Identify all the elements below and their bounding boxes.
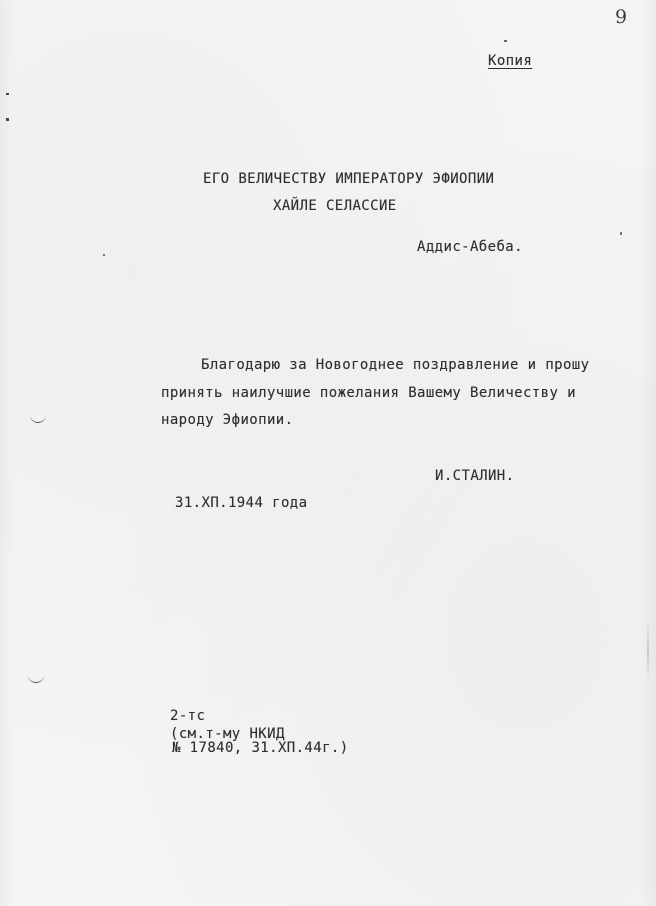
speck-mark (620, 232, 622, 235)
reference-line: 2-тс (170, 708, 206, 724)
copy-label: Копия (488, 53, 533, 69)
body-line: народу Эфиопии. (161, 412, 294, 428)
addressee-title: ЕГО ВЕЛИЧЕСТВУ ИМПЕРАТОРУ ЭФИОПИИ (203, 171, 495, 187)
body-line: Благодарю за Новогоднее поздравление и прошу (201, 357, 590, 373)
reference-line: (см.т-му НКИД (170, 726, 285, 742)
speck-mark (504, 40, 507, 42)
page-number: 9 (615, 6, 628, 28)
reference-line: № 17840, 31.ХП.44г.) (172, 740, 349, 756)
addressee-city: Аддис-Абеба. (417, 239, 523, 255)
punch-mark (6, 118, 9, 121)
margin-mark (30, 414, 46, 423)
speck-mark (103, 254, 105, 256)
edge-shadow (647, 620, 649, 680)
signature: И.СТАЛИН. (435, 468, 515, 484)
margin-mark (28, 672, 44, 683)
addressee-name: ХАЙЛЕ СЕЛАССИЕ (273, 198, 397, 214)
document-date: 31.ХП.1944 года (175, 495, 308, 511)
body-line: принять наилучшие пожелания Вашему Величеству и (161, 385, 576, 401)
punch-mark (6, 93, 9, 95)
